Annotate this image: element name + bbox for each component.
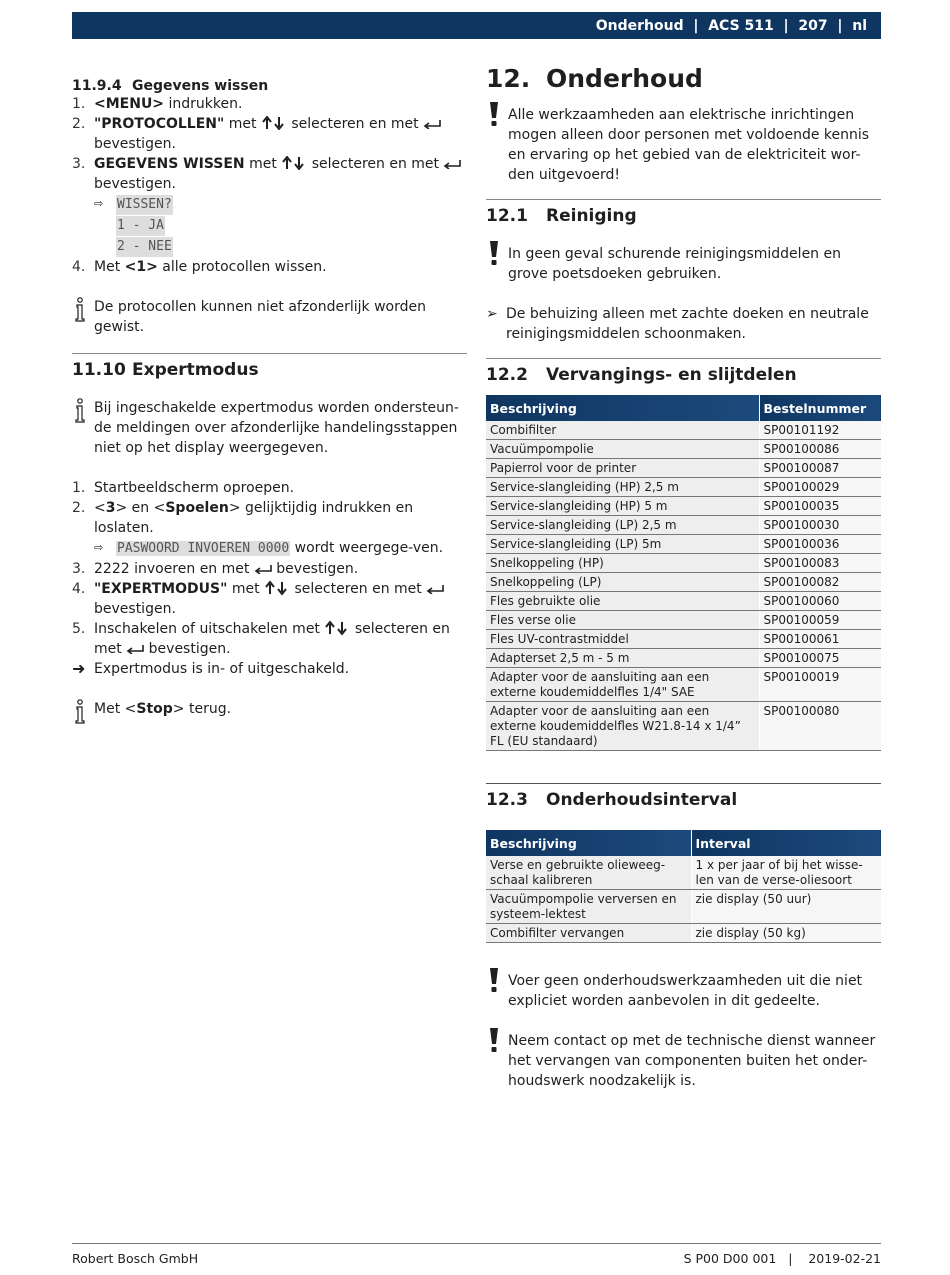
table-row	[486, 478, 881, 497]
section-number: 11.9.4	[72, 78, 122, 94]
section-number: 11.10	[72, 360, 126, 380]
table-row	[486, 611, 881, 630]
warning-note: In geen geval schurende reinigingsmiddelen en grove poetsdoeken gebruiken.	[486, 244, 881, 284]
result-arrow-icon: ⇨	[94, 197, 104, 210]
cell-value: SP00100036	[759, 535, 881, 554]
info-note: Bij ingeschakelde expertmodus worden ondersteun-de meldingen over afzonderlijke handelingsstappen niet op het display weergegeven.	[72, 398, 467, 458]
cell-value: SP00100083	[759, 554, 881, 573]
warning-note: Alle werkzaamheden aan elektrische inrichtingen mogen alleen door personen met voldoende kennis en ervaring op het gebied van de elektriciteit wor-den uitgevoerd!	[486, 105, 881, 185]
chapter-number: 12.	[486, 64, 531, 93]
warning-icon	[488, 101, 500, 127]
table-row	[486, 440, 881, 459]
cell-description: Service-slangleiding (LP) 5m	[486, 535, 759, 554]
cell-value: 1 x per jaar of bij het wisse-len van de verse-oliesoort	[691, 856, 881, 890]
table-row	[486, 421, 881, 440]
step-1: 1. Startbeeldscherm oproepen.	[72, 480, 295, 496]
header-page-number: 207	[798, 17, 828, 34]
enter-key-icon	[426, 584, 444, 594]
section-12-1-heading	[486, 200, 881, 226]
column-header: Beschrijving	[486, 395, 759, 421]
cell-description: Adapterset 2,5 m - 5 m	[486, 649, 759, 668]
section-number: 12.2	[486, 365, 528, 385]
cell-description: Snelkoppeling (LP)	[486, 573, 759, 592]
display-line-3: 2 - NEE	[116, 237, 173, 257]
cell-value: zie display (50 kg)	[691, 924, 881, 943]
steps-gegevens-wissen	[72, 94, 467, 194]
up-down-arrows-icon	[281, 156, 307, 170]
cell-value: SP00100030	[759, 516, 881, 535]
cell-value: SP00100082	[759, 573, 881, 592]
column-header: Beschrijving	[486, 830, 691, 856]
cell-description: Combifilter vervangen	[486, 924, 691, 943]
step-3: 3. 2222 invoeren en met bevestigen.	[72, 561, 359, 577]
cell-description: Service-slangleiding (LP) 2,5 m	[486, 516, 759, 535]
table-row	[486, 497, 881, 516]
header-section: Onderhoud	[595, 17, 684, 34]
chapter-12-heading	[486, 64, 881, 93]
page-header: Onderhoud | ACS 511 | 207 | nl	[72, 12, 881, 39]
step-3: 3. GEGEVENS WISSEN met selecteren en met bevestigen.	[72, 154, 467, 194]
section-number: 12.3	[486, 790, 528, 810]
step-4: 4. Met <1> alle protocollen wissen.	[72, 259, 327, 275]
cell-value: SP00100029	[759, 478, 881, 497]
cell-description: Fles gebruikte olie	[486, 592, 759, 611]
cell-description: Service-slangleiding (HP) 2,5 m	[486, 478, 759, 497]
enter-key-icon	[254, 564, 272, 574]
cell-description: Fles UV-contrastmiddel	[486, 630, 759, 649]
display-line-1: WISSEN?	[116, 195, 173, 215]
section-title: Reiniging	[546, 206, 637, 226]
table-row	[486, 668, 881, 702]
section-title: Onderhoudsinterval	[546, 790, 738, 810]
step-4: 4. "EXPERTMODUS" met selecteren en met bevestigen.	[72, 579, 467, 619]
up-down-arrows-icon	[324, 621, 350, 635]
enter-key-icon	[126, 644, 144, 654]
spare-parts-body	[486, 421, 881, 751]
display-result	[72, 194, 467, 257]
section-number: 12.1	[486, 206, 528, 226]
step-2: 2. "PROTOCOLLEN" met selecteren en met bevestigen.	[72, 114, 467, 154]
step-2: 2. <3> en <Spoelen> gelijktijdig indrukken en loslaten.	[72, 500, 414, 536]
table-row	[486, 535, 881, 554]
table-header-row	[486, 830, 881, 856]
cell-value: SP00100060	[759, 592, 881, 611]
left-column	[72, 76, 467, 719]
section-title: Gegevens wissen	[132, 78, 269, 94]
footer-date: 2019-02-21	[808, 1251, 881, 1266]
right-column	[486, 64, 881, 1091]
up-down-arrows-icon	[261, 116, 287, 130]
section-11-9-4-heading	[72, 78, 467, 94]
info-icon	[73, 699, 87, 725]
up-down-arrows-icon	[264, 581, 290, 595]
section-title: Expertmodus	[132, 360, 259, 380]
cell-value: zie display (50 uur)	[691, 890, 881, 924]
footer-doc-info: S P00 D00 001 | 2019-02-21	[683, 1251, 881, 1266]
warning-note: Voer geen onderhoudswerkzaamheden uit die niet expliciet worden aanbevolen in dit gedeelte.	[486, 971, 881, 1011]
warning-icon	[488, 1027, 500, 1053]
step-1: 1. <MENU> indrukken.	[72, 96, 243, 112]
info-note: De protocollen kunnen niet afzonderlijk worden gewist.	[72, 297, 467, 337]
cell-value: SP00101192	[759, 421, 881, 440]
cell-description: Verse en gebruikte olieweeg-schaal kalibreren	[486, 856, 691, 890]
table-row	[486, 856, 881, 890]
section-title: Vervangings- en slijtdelen	[546, 365, 797, 385]
info-note: Met <Stop> terug.	[72, 699, 467, 719]
cell-description: Vacuümpompolie	[486, 440, 759, 459]
cell-value: SP00100080	[759, 702, 881, 751]
cell-description: Combifilter	[486, 421, 759, 440]
section-11-10-heading	[72, 354, 467, 380]
table-row	[486, 573, 881, 592]
done-arrow-icon: ➜	[72, 659, 86, 678]
info-icon	[73, 297, 87, 323]
header-language: nl	[852, 17, 867, 34]
column-header: Interval	[691, 830, 881, 856]
table-header-row	[486, 395, 881, 421]
cell-value: SP00100019	[759, 668, 881, 702]
warning-icon	[488, 967, 500, 993]
table-row	[486, 702, 881, 751]
cell-value: SP00100087	[759, 459, 881, 478]
cell-description: Fles verse olie	[486, 611, 759, 630]
result-done: ➜ Expertmodus is in- of uitgeschakeld.	[72, 659, 350, 678]
cell-value: SP00100035	[759, 497, 881, 516]
chapter-title: Onderhoud	[546, 64, 703, 93]
bullet-arrow-icon: ➢	[486, 306, 498, 322]
display-password: PASWOORD INVOEREN 0000	[117, 541, 290, 556]
display-result: ⇨ PASWOORD INVOEREN 0000 wordt weergege-ven.	[94, 540, 444, 556]
instruction-bullet: ➢ De behuizing alleen met zachte doeken en neutrale reinigingsmiddelen schoonmaken.	[486, 306, 869, 342]
cell-value: SP00100086	[759, 440, 881, 459]
cell-description: Adapter voor de aansluiting aan een externe koudemiddelfles 1/4" SAE	[486, 668, 759, 702]
section-12-2-heading	[486, 359, 881, 385]
footer-divider	[72, 1243, 881, 1244]
table-row	[486, 630, 881, 649]
cell-description: Vacuümpompolie verversen en systeem-lektest	[486, 890, 691, 924]
cell-value: SP00100075	[759, 649, 881, 668]
warning-note: Neem contact op met de technische dienst wanneer het vervangen van componenten buiten het onder-houdswerk noodzakelijk is.	[486, 1031, 881, 1091]
footer-company: Robert Bosch GmbH	[72, 1251, 199, 1266]
enter-key-icon	[423, 119, 441, 129]
column-header: Bestelnummer	[759, 395, 881, 421]
maintenance-interval-body	[486, 856, 881, 943]
table-row	[486, 592, 881, 611]
cell-description: Snelkoppeling (HP)	[486, 554, 759, 573]
table-row	[486, 649, 881, 668]
info-icon	[73, 398, 87, 424]
header-product: ACS 511	[708, 17, 774, 34]
spare-parts-table	[486, 395, 881, 751]
table-row	[486, 890, 881, 924]
result-arrow-icon: ⇨	[94, 541, 104, 554]
step-5: 5. Inschakelen of uitschakelen met selecteren en met bevestigen.	[72, 621, 450, 657]
table-row	[486, 516, 881, 535]
cell-description: Adapter voor de aansluiting aan een externe koudemiddelfles W21.8-14 x 1/4” FL (EU standaard)	[486, 702, 759, 751]
warning-icon	[488, 240, 500, 266]
section-12-3-heading	[486, 784, 881, 810]
cell-description: Service-slangleiding (HP) 5 m	[486, 497, 759, 516]
enter-key-icon	[443, 159, 461, 169]
cell-value: SP00100061	[759, 630, 881, 649]
table-row	[486, 924, 881, 943]
display-line-2: 1 - JA	[116, 216, 165, 236]
cell-value: SP00100059	[759, 611, 881, 630]
table-row	[486, 554, 881, 573]
maintenance-interval-table	[486, 830, 881, 943]
cell-description: Papierrol voor de printer	[486, 459, 759, 478]
steps-expertmodus	[72, 478, 467, 538]
table-row	[486, 459, 881, 478]
footer-doc-number: S P00 D00 001	[683, 1251, 777, 1266]
